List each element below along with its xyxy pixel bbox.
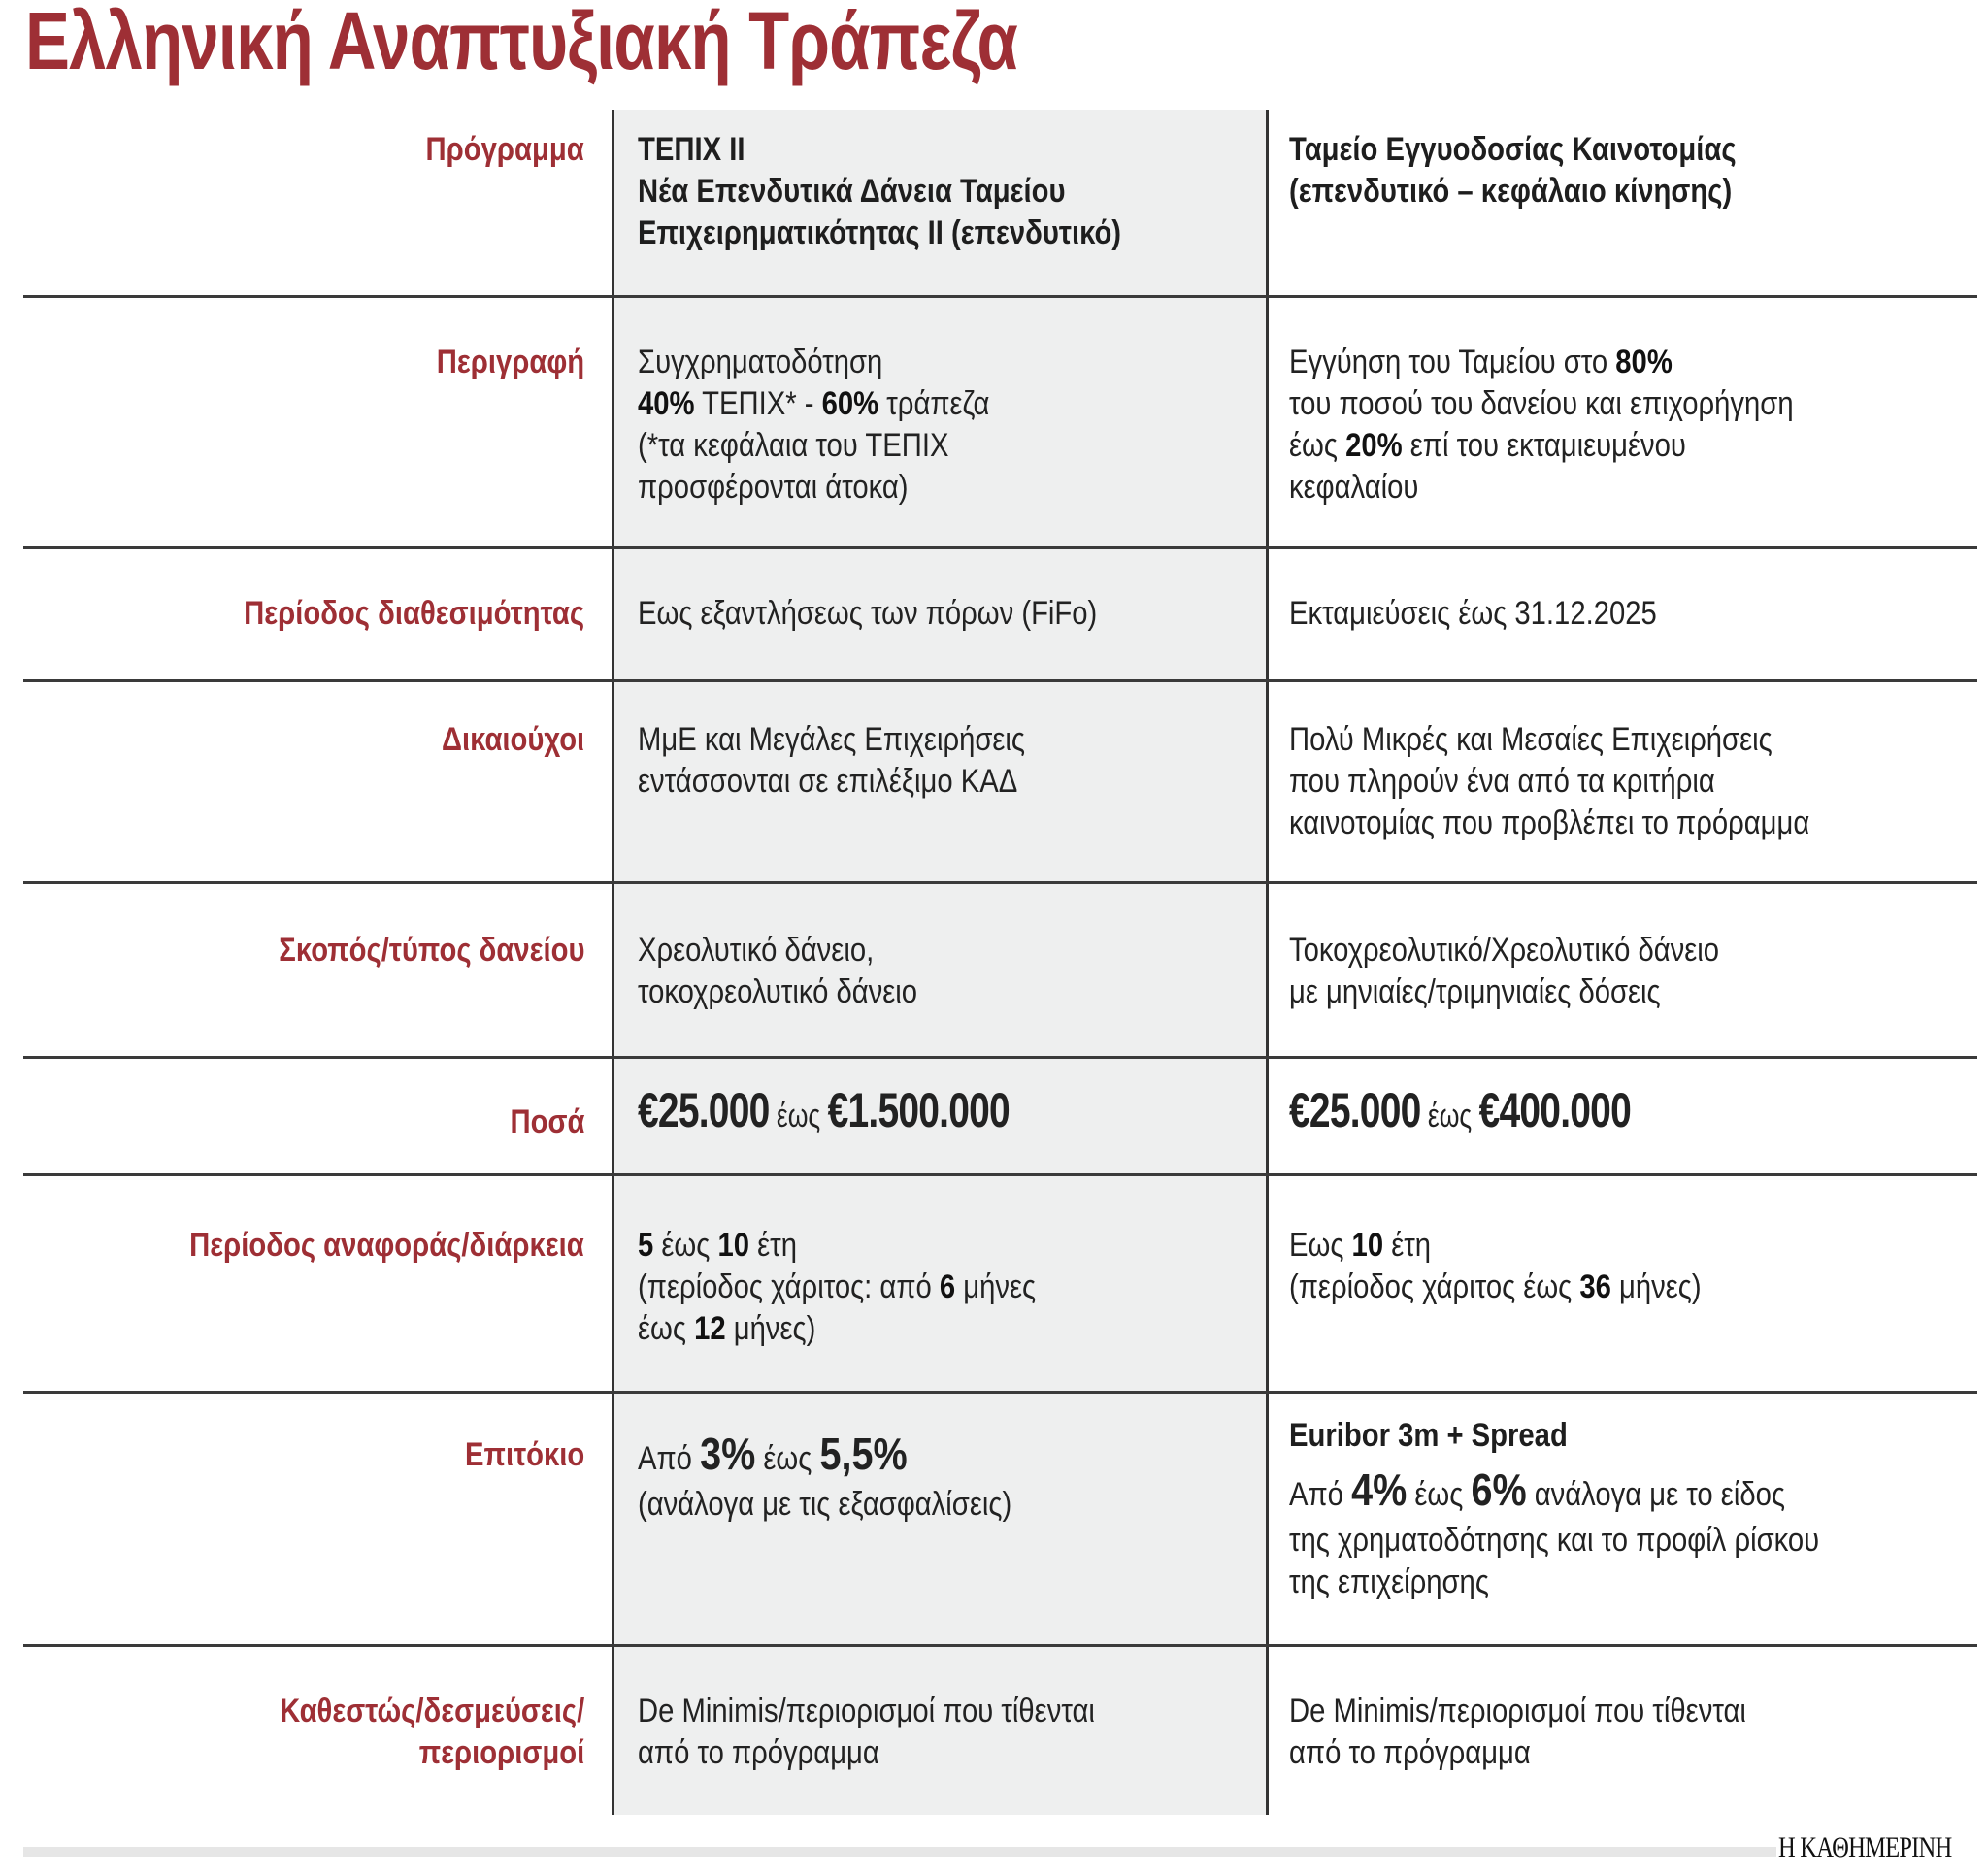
text-fragment: Εγγύηση του Ταμείου στο (1289, 344, 1616, 380)
text-line (638, 1225, 1036, 1266)
text-fragment: έτη (1383, 1227, 1432, 1264)
highlight-value: 5 (638, 1227, 654, 1264)
rate-max: 6% (1471, 1464, 1527, 1515)
row-label: Περίοδος διαθεσιμότητας (244, 595, 584, 632)
text-line: Νέα Επενδυτικά Δάνεια Ταμείου (638, 173, 1066, 210)
text-line: με μηνιαίες/τριμηνιαίες δόσεις (1289, 973, 1661, 1010)
text-line: Συγχρηματοδότηση (638, 344, 883, 380)
text-fragment: ανάλογα με το είδος (1526, 1476, 1785, 1513)
text-line (1289, 342, 1794, 383)
page-title: Ελληνική Αναπτυξιακή Τράπεζα (25, 0, 1018, 86)
text-line (1289, 425, 1794, 467)
row-label: Σκοπός/τύπος δανείου (278, 932, 584, 969)
column-divider-2 (1266, 110, 1269, 1815)
row-rule (23, 546, 1977, 549)
text-fragment: τράπεζα (878, 385, 990, 422)
text-fragment: μήνες (955, 1268, 1037, 1305)
highlight-value: 60% (821, 385, 879, 422)
text-line: εντάσσονται σε επιλέξιμο ΚΑΔ (638, 763, 1018, 800)
row-rule (23, 295, 1977, 298)
tepix-amount-range (638, 1083, 1010, 1137)
text-line: της χρηματοδότησης και το προφίλ ρίσκου (1289, 1522, 1820, 1559)
tepix-program-name (638, 129, 1121, 254)
text-fragment: Εως (1289, 1227, 1352, 1264)
text-line: τοκοχρεολυτικό δάνειο (638, 973, 918, 1010)
tepix-beneficiaries (638, 719, 1025, 803)
text-line: (*τα κεφάλαια του ΤΕΠΙΧ (638, 427, 949, 464)
text-line: ΜμΕ και Μεγάλες Επιχειρήσεις (638, 721, 1026, 758)
row-label: Δικαιούχοι (441, 721, 584, 758)
text-line: καινοτομίας που προβλέπει το πρόραμμα (1289, 805, 1810, 841)
text-line: Τοκοχρεολυτικό/Χρεολυτικό δάνειο (1289, 932, 1720, 969)
text-line (1289, 1225, 1702, 1266)
text-line (638, 383, 989, 425)
text-fragment: έως (1420, 1098, 1479, 1134)
innovation-fund-amount-range (1289, 1083, 1631, 1137)
row-label (280, 1691, 584, 1774)
row-rule (23, 881, 1977, 884)
text-line: Χρεολυτικό δάνειο, (638, 932, 875, 969)
row-label: Περίοδος αναφοράς/διάρκεια (189, 1227, 584, 1264)
text-fragment: Από (638, 1440, 701, 1477)
innovation-fund-regime (1289, 1691, 1746, 1774)
row-rule (23, 1173, 1977, 1176)
innovation-fund-duration (1289, 1225, 1702, 1308)
text-line: κεφαλαίου (1289, 469, 1419, 506)
text-line (1289, 1464, 1819, 1520)
text-line (638, 1429, 1011, 1484)
text-line: De Minimis/περιορισμοί που τίθενται (1289, 1693, 1746, 1729)
tepix-regime (638, 1691, 1095, 1774)
amount-min: €25.000 (638, 1083, 770, 1137)
amount-min: €25.000 (1289, 1083, 1421, 1137)
amount-max: €400.000 (1478, 1083, 1631, 1137)
tepix-availability: Εως εξαντλήσεως των πόρων (FiFo) (638, 595, 1098, 632)
text-fragment: επί του εκταμιευμένου (1402, 427, 1686, 464)
text-fragment: (περίοδος χάριτος: από (638, 1268, 940, 1305)
innovation-fund-loan-type (1289, 930, 1719, 1013)
text-line: De Minimis/περιορισμοί που τίθενται (638, 1693, 1095, 1729)
text-line: από το πρόγραμμα (638, 1734, 879, 1771)
text-fragment: έως (653, 1227, 718, 1264)
highlight-value: 20% (1345, 427, 1403, 464)
text-line: του ποσού του δανείου και επιχορήγηση (1289, 385, 1794, 422)
text-line: προσφέρονται άτοκα) (638, 469, 909, 506)
tepix-description (638, 342, 989, 509)
innovation-fund-description (1289, 342, 1794, 509)
text-line: (επενδυτικό – κεφάλαιο κίνησης) (1289, 173, 1733, 210)
highlight-value: 10 (717, 1227, 750, 1264)
text-fragment: μήνες) (1610, 1268, 1702, 1305)
row-rule (23, 1391, 1977, 1394)
highlight-value: 80% (1615, 344, 1673, 380)
tepix-loan-type (638, 930, 917, 1013)
text-fragment: ΤΕΠΙΧ* - (694, 385, 822, 422)
footer-rule (23, 1847, 1776, 1857)
text-fragment: Από (1289, 1476, 1352, 1513)
highlight-value: 40% (638, 385, 695, 422)
rate-min: 4% (1351, 1464, 1408, 1515)
text-line (1289, 1266, 1702, 1308)
text-fragment: έτη (749, 1227, 797, 1264)
row-label: Ποσά (510, 1103, 584, 1140)
amount-max: €1.500.000 (827, 1083, 1010, 1137)
tepix-interest-rate (638, 1429, 1011, 1526)
text-line: Πολύ Μικρές και Μεσαίες Επιχειρήσεις (1289, 721, 1773, 758)
text-line (638, 1308, 1036, 1350)
text-line: από το πρόγραμμα (1289, 1734, 1531, 1771)
publisher-logo: Η ΚΑΘΗΜΕΡΙΝΗ (1778, 1831, 1952, 1863)
highlight-value: 12 (694, 1310, 726, 1347)
text-fragment: (περίοδος χάριτος έως (1289, 1268, 1580, 1305)
text-fragment: έως (1407, 1476, 1472, 1513)
row-rule (23, 679, 1977, 682)
text-line: που πληρούν ένα από τα κριτήρια (1289, 763, 1715, 800)
row-rule (23, 1644, 1977, 1647)
text-line: περιορισμοί (418, 1734, 584, 1771)
text-line: Ταμείο Εγγυοδοσίας Καινοτομίας (1289, 131, 1737, 168)
row-label: Περιγραφή (436, 344, 584, 380)
text-fragment: έως (755, 1440, 820, 1477)
text-line: Επιχειρηματικότητας ΙΙ (επενδυτικό) (638, 214, 1122, 251)
highlight-value: 6 (939, 1268, 956, 1305)
innovation-fund-program-name (1289, 129, 1737, 213)
row-rule (23, 1056, 1977, 1059)
text-line: (ανάλογα με τις εξασφαλίσεις) (638, 1486, 1012, 1523)
rate-basis: Euribor 3m + Spread (1289, 1417, 1568, 1454)
highlight-value: 10 (1351, 1227, 1384, 1264)
highlight-value: 36 (1579, 1268, 1611, 1305)
text-line: ΤΕΠΙΧ ΙΙ (638, 131, 746, 168)
innovation-fund-beneficiaries (1289, 719, 1809, 844)
rate-min: 3% (700, 1429, 756, 1479)
text-fragment: μήνες) (725, 1310, 816, 1347)
text-line: της επιχείρησης (1289, 1563, 1489, 1600)
text-fragment: έως (769, 1098, 828, 1134)
innovation-fund-interest-rate (1289, 1415, 1819, 1603)
rate-max: 5,5% (819, 1429, 908, 1479)
tepix-duration (638, 1225, 1036, 1350)
text-fragment: έως (638, 1310, 695, 1347)
text-fragment: έως (1289, 427, 1346, 464)
column-divider-1 (612, 110, 614, 1815)
row-label: Επιτόκιο (464, 1436, 584, 1473)
row-label: Πρόγραμμα (425, 131, 584, 168)
innovation-fund-availability: Εκταμιεύσεις έως 31.12.2025 (1289, 595, 1657, 632)
text-line (638, 1266, 1036, 1308)
text-line: Καθεστώς/δεσμεύσεις/ (279, 1693, 584, 1729)
